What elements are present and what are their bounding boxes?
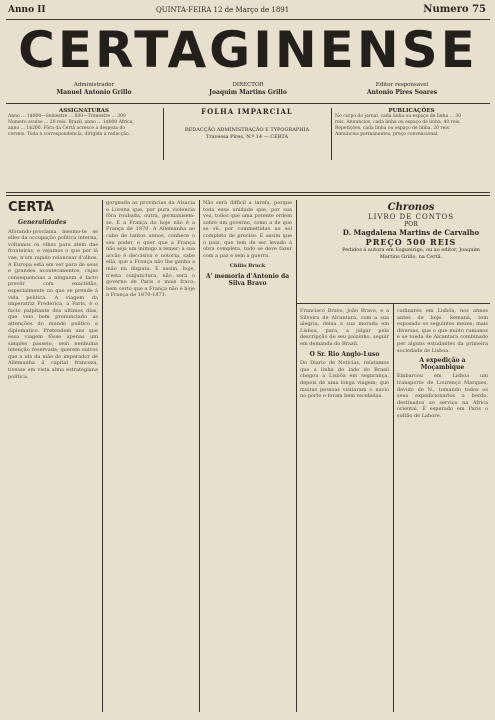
article-signature: Chilio Bruck — [229, 263, 266, 270]
publisher-line: REDACÇÃO ADMINISTRAÇÃO E TYPOGRAPHIA — [184, 127, 310, 133]
column-5 — [397, 308, 488, 712]
subscriptions-box — [8, 108, 160, 138]
subscriptions-line: Anno ... 1$000—Semestre ... 600—Trimestre ... 300 — [8, 114, 126, 119]
book-price: PREÇO 500 REIS — [365, 237, 457, 247]
publications-line: reis. Annuncios, cada linha ou espaço de linha, 40 reis. — [335, 120, 461, 125]
director-name: Joaquim Martins Grillo — [209, 89, 287, 96]
publisher-heading: FOLHA IMPARCIAL — [201, 107, 293, 116]
book-subtitle: LIVRO DE CONTOS — [367, 213, 455, 221]
column-divider — [199, 200, 200, 712]
column-divider — [296, 200, 297, 712]
article-text: Francisco Bravo, João Bravo, e a Silveira de Alcantara, com a sua alegria, deixa a sua morada em Lisboa, para, a julgar pela descripção de seu paizinho, seguir em demanda do Brazil. — [300, 308, 389, 347]
publisher-box — [166, 108, 328, 141]
publications-line: Annuncios permanentes, preço convencional. — [335, 132, 439, 137]
book-orders: Pedidos á autora em Esgueirigo, ou ao editor, Joaquim Martins Grillo, na Certã. — [342, 247, 480, 260]
article-heading: O Sr. Rio Anglo-Luso — [309, 350, 380, 358]
article-heading: A' memoria d'Antonio da Silva Bravo — [205, 272, 290, 287]
column-1 — [8, 200, 98, 712]
article-text: Não será difficil a tarefa, porque toda essa unidade que, por sua vez, todos que uma potente ordem sobre um governo, como a de que se vê, por commettidas ao sol completo de preciso. E assim que o paiz, que tem de ser levado á obra completa, tudo se deve fazer com a paz e sem a guerra. — [203, 200, 292, 259]
book-author: D. Magdalena Martins de Carvalho — [342, 228, 480, 237]
advert-rule — [296, 303, 490, 304]
administrator-name: Manuel Antonio Grillo — [56, 89, 132, 96]
column-divider — [393, 304, 394, 712]
article-text: Do Diario de Noticias, relatamos que a linha do lado do Brasil chegou a Lisbôa em segurança, depois de uma longa viagem; que muitas pessoas visitaram o navio no porto e foram bem recebidas. — [300, 360, 389, 400]
info-divider — [163, 108, 164, 160]
editor-role: Editor responsavel — [375, 82, 429, 88]
article-text: cadinares em Lisbôa, nos annos antes de hoje. Semaná, tem esposado os seguintes mezes; mais diversas, que o que muito rumanos e se toeda de Alcantara combinado per alguns estudantes da primeira sociedade de Lisboa. — [397, 308, 488, 354]
section-subtitle: Generalidades — [18, 219, 67, 226]
issue-number: Numero 75 — [423, 4, 486, 15]
column-3 — [203, 200, 292, 712]
subscriptions-line: Numero avulso ... 20 reis. Brazil, anno ... 1$800 Africa, — [8, 120, 134, 125]
book-by: POR — [404, 221, 418, 228]
column-4 — [300, 308, 389, 712]
article-heading: A expedição a Moçambique — [419, 357, 466, 371]
director-role: DIRECTOR — [232, 82, 264, 88]
section-title: CERTÃ — [8, 200, 54, 215]
publications-box — [335, 108, 488, 138]
subscriptions-line: anno ... 1$200. Fóra da Certã acresce a despeza do — [8, 126, 126, 131]
columns-rule — [6, 192, 490, 193]
editor-block — [332, 82, 472, 97]
date-label: QUINTA-FEIRA 12 de Março de 1891 — [156, 6, 290, 14]
publications-heading: PUBLICAÇÕES — [388, 108, 435, 114]
publications-line: No corpo do jornal, cada linha ou espaço de linha ... 30 — [335, 114, 462, 119]
article-text: Aforando-proclama mesmo-te se elles da occupação politica interna, voltamos os olhos para além das fronteiras, e vejamos o que por lá vae, n'um rapido relancear d'olhos. A Europa está em ver para de seus e grandes acontecimentos, cujas consequencias a ninguem é facto prevêr com exactidão, especialmente no que se prende á vida politica. A viagem da imperatriz Frederica, a Paris, é o facto palpitante dos ultimos dias, que veio bem pronunciado as attenções do mundo politico e diplomatico. Pretendem uns que essa viagem fôsse apenas um simples passeio, sem nenhuma intenção reservada; querem outros que a ida da mãe do imperador de Allemanha á capital franceza, tivesse em vista alma estrategiana politica. — [8, 228, 98, 380]
administrator-role: Administrador — [73, 82, 115, 88]
article-text: Embarcou em Lisboa um transporte de Lourenço Marques, devido de N., tomando todos os seus expedicionarios a bordo, destinados ao serviço na Africa oriental. É esperado em Paris o sultão de Lahore. — [397, 373, 488, 419]
book-advertisement — [332, 202, 490, 261]
info-divider — [331, 108, 332, 160]
director-block — [178, 82, 318, 97]
top-line — [6, 4, 490, 18]
publisher-line: Travessa Pires, N.º 14 — CERTA — [205, 134, 289, 140]
editor-name: Antonio Pires Soares — [366, 89, 438, 96]
year-label: Anno II — [8, 5, 46, 15]
subscriptions-line: correio. Toda a correspondencia, dirigida á redacção. — [8, 132, 131, 137]
book-title: Chronos — [387, 202, 435, 213]
column-2 — [106, 200, 195, 712]
header-rule — [6, 103, 490, 104]
article-text: gorgeada as provincias da Alsacia e Lorena que, por pura violencia fôra roubada, outra, germanisem-se. E a França do hoje não é a França de 1870. A Allemanha ao cabo de tantos annos, conhece o seu poder, e quer que a França não seja um inimigo a temer; a sua accão é deccisiva e notoria, sabe ella, que a França não lhe ganha a mão na disputa. E assim, hoje, n'esta conjunctura, não será o governo de Paris o mais fraco; bem certo que a França não é hoje a França de 1870-1871. — [106, 200, 195, 299]
masthead-title: CERTAGINENSE — [18, 21, 478, 79]
top-rule — [6, 19, 490, 20]
columns-rule — [6, 195, 490, 196]
publications-line: Repetições, cada linha ou espaço de linha, 20 reis. — [335, 126, 451, 131]
subscriptions-heading: ASSIGNATURAS — [58, 108, 110, 114]
column-divider — [102, 200, 103, 712]
info-bar — [6, 106, 490, 166]
newspaper-page — [6, 4, 490, 716]
administrator-block — [24, 82, 164, 97]
